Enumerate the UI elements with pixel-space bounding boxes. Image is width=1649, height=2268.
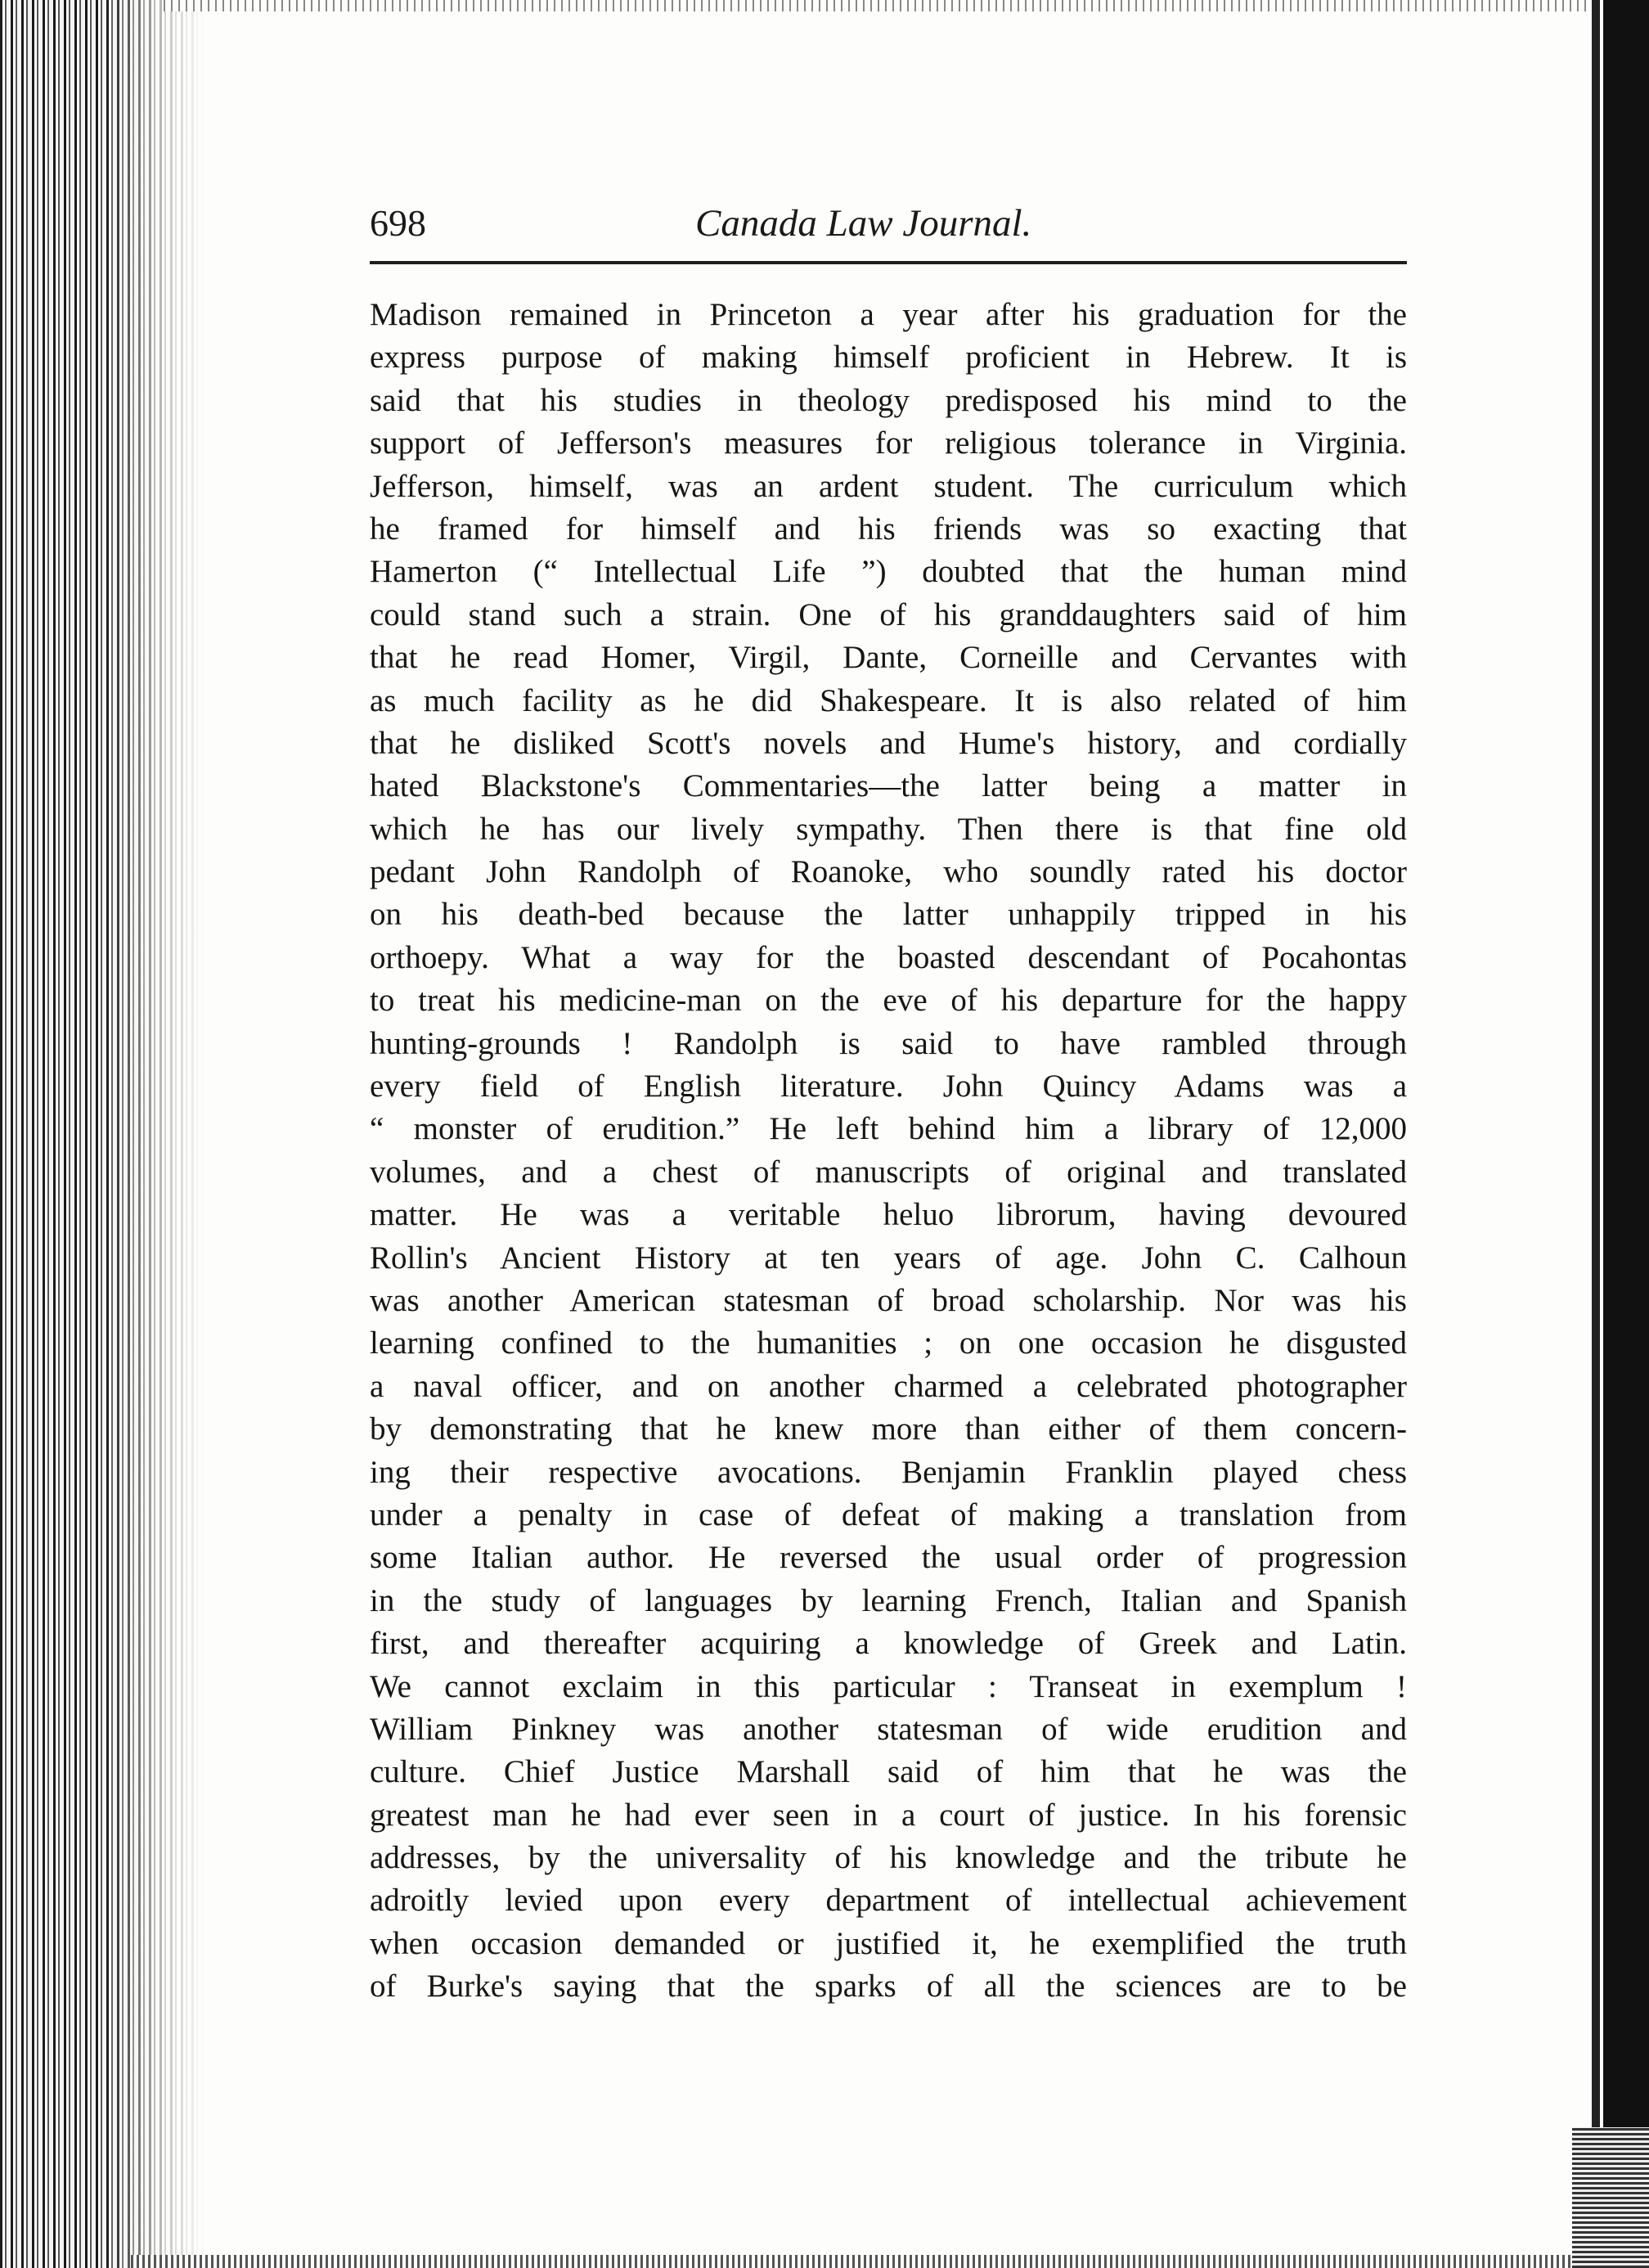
- text-line: first, and thereafter acquiring a knowledge of Greek and Latin.: [370, 1626, 1407, 1662]
- text-line: matter. He was a veritable heluo librorum, having devoured: [370, 1197, 1407, 1233]
- text-line: express purpose of making himself proficient in Hebrew. It is: [370, 340, 1407, 376]
- page-edge-right-bottom-scan-artifact: [1572, 2127, 1649, 2268]
- text-line: pedant John Randolph of Roanoke, who soundly rated his doctor: [370, 854, 1407, 890]
- text-line: as much facility as he did Shakespeare. It is also related of him: [370, 682, 1407, 718]
- header-rule: [370, 261, 1407, 264]
- page-edge-left-fade: [106, 0, 204, 2268]
- body-paragraph: [370, 294, 1407, 2009]
- text-line: of Burke's saying that the sparks of all the sciences are to be: [370, 1969, 1407, 2005]
- page-edge-right-scan-artifact: [1592, 0, 1649, 2268]
- text-line: to treat his medicine-man on the eve of his departure for the happy: [370, 983, 1407, 1019]
- text-line: was another American statesman of broad scholarship. Nor was his: [370, 1282, 1407, 1318]
- text-line: volumes, and a chest of manuscripts of original and translated: [370, 1154, 1407, 1190]
- page-number: 698: [370, 202, 426, 244]
- text-line: greatest man he had ever seen in a court of justice. In his forensic: [370, 1797, 1407, 1833]
- text-line: orthoepy. What a way for the boasted descendant of Pocahontas: [370, 939, 1407, 975]
- page-edge-top-scan-artifact: [164, 0, 1592, 11]
- text-line: ing their respective avocations. Benjamin Franklin played chess: [370, 1454, 1407, 1490]
- text-line: addresses, by the universality of his knowledge and the tribute he: [370, 1840, 1407, 1876]
- text-line: by demonstrating that he knew more than either of them concern-: [370, 1411, 1407, 1447]
- text-line: when occasion demanded or justified it, he exemplified the truth: [370, 1925, 1407, 1961]
- text-line: Jefferson, himself, was an ardent student. The curriculum which: [370, 468, 1407, 504]
- text-line: he framed for himself and his friends was so exacting that: [370, 511, 1407, 547]
- text-line: culture. Chief Justice Marshall said of him that he was the: [370, 1754, 1407, 1790]
- text-line: “ monster of erudition.” He left behind him a library of 12,000: [370, 1111, 1407, 1147]
- text-line: support of Jefferson's measures for religious tolerance in Virginia.: [370, 425, 1407, 461]
- text-line: Rollin's Ancient History at ten years of age. John C. Calhoun: [370, 1240, 1407, 1276]
- text-line: on his death-bed because the latter unhappily tripped in his: [370, 897, 1407, 933]
- text-line: under a penalty in case of defeat of making a translation from: [370, 1496, 1407, 1532]
- text-line: some Italian author. He reversed the usual order of progression: [370, 1540, 1407, 1576]
- text-line: every field of English literature. John Quincy Adams was a: [370, 1069, 1407, 1105]
- text-line: said that his studies in theology predisposed his mind to the: [370, 382, 1407, 418]
- text-line: that he disliked Scott's novels and Hume's history, and cordially: [370, 725, 1407, 761]
- text-line: We cannot exclaim in this particular : Transeat in exemplum !: [370, 1668, 1407, 1704]
- text-line: William Pinkney was another statesman of wide erudition and: [370, 1711, 1407, 1747]
- text-line: Hamerton (“ Intellectual Life ”) doubted that the human mind: [370, 554, 1407, 590]
- text-line: in the study of languages by learning French, Italian and Spanish: [370, 1582, 1407, 1618]
- page-edge-bottom-scan-artifact: [131, 2255, 1592, 2268]
- text-line: hunting-grounds ! Randolph is said to have rambled through: [370, 1025, 1407, 1061]
- text-line: learning confined to the humanities ; on one occasion he disgusted: [370, 1325, 1407, 1361]
- text-line: that he read Homer, Virgil, Dante, Corneille and Cervantes with: [370, 640, 1407, 676]
- text-line: adroitly levied upon every department of intellectual achievement: [370, 1883, 1407, 1919]
- text-line: could stand such a strain. One of his granddaughters said of him: [370, 596, 1407, 632]
- text-line: which he has our lively sympathy. Then there is that fine old: [370, 811, 1407, 847]
- running-title: Canada Law Journal.: [695, 202, 1032, 245]
- text-line: hated Blackstone's Commentaries—the latter being a matter in: [370, 768, 1407, 804]
- text-line: Madison remained in Princeton a year after his graduation for the: [370, 297, 1407, 332]
- text-line: a naval officer, and on another charmed a celebrated photographer: [370, 1368, 1407, 1404]
